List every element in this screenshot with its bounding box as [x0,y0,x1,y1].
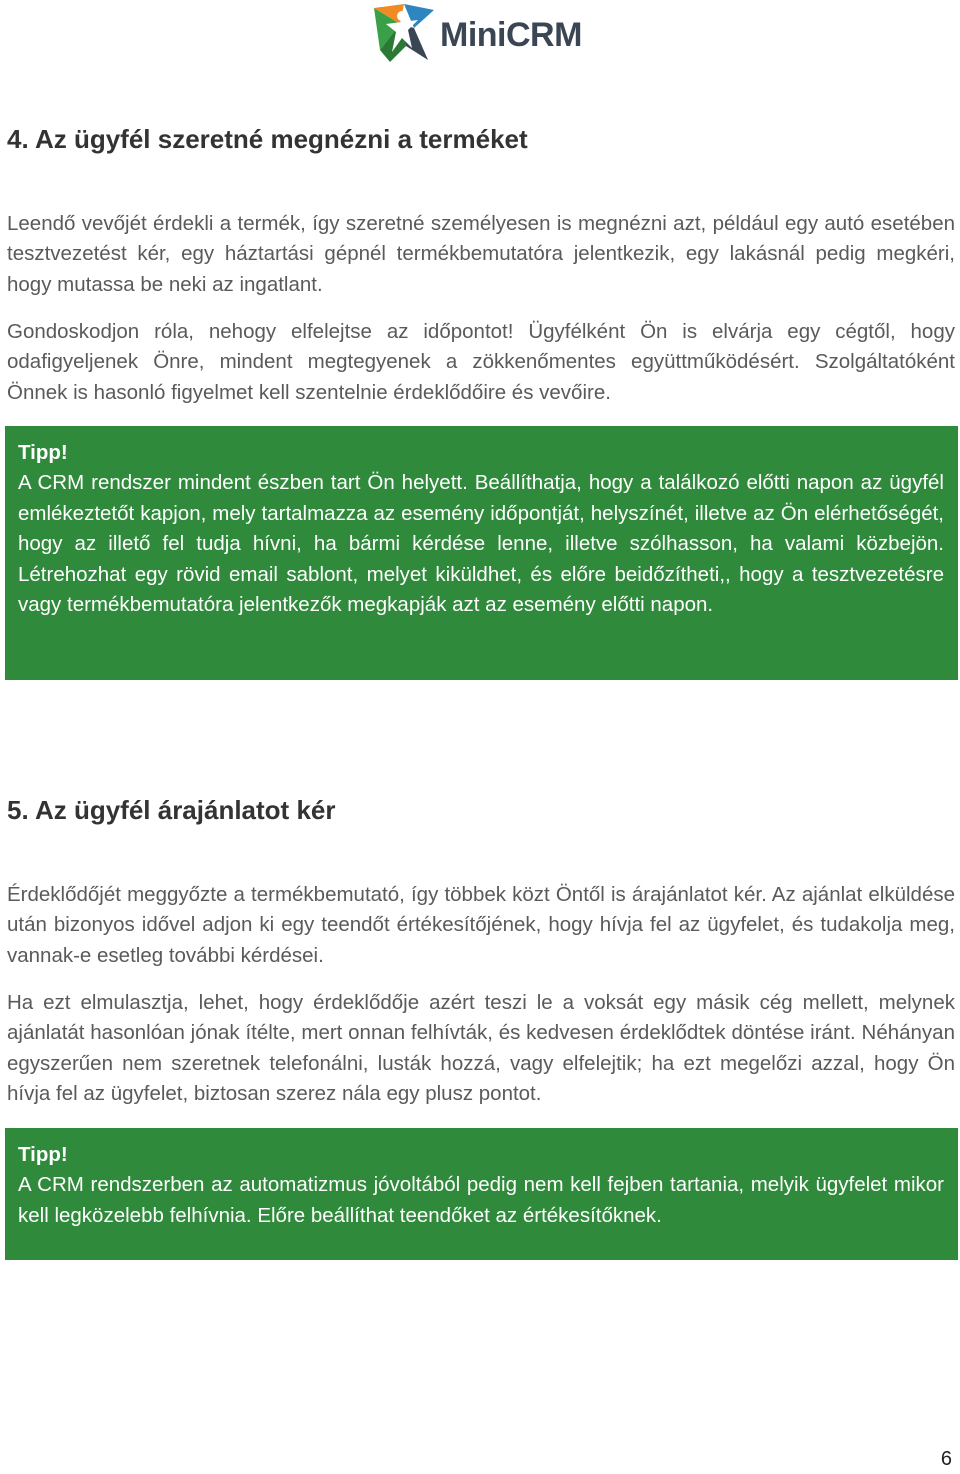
section-5-paragraph-1: Érdeklődőjét meggyőzte a termékbemutató, így többek közt Öntől is árajánlatot kér. Az ajánlat elküldése után bizonyos idővel adjon ki egy teendőt értékesítőjének, hogy hívja fel az ügyfelet, és tudakolja meg, vannak-e esetleg további kérdései. [7,883,955,967]
tip-box-section-4 [5,426,958,680]
page-number: 6 [940,1448,952,1470]
tip-text: A CRM rendszer mindent észben tart Ön helyett. Beállíthatja, hogy a találkozó előtti napon az ügyfél emlékeztetőt kapjon, mely tartalmazza az esemény időpontját, helyszínét, illetve az Ön elérhetőségét, hogy az illető fel tudja hívni, ha bármi kérdése lenne, illetve szólhasson, ha valami közbejön. Létrehozhat egy rövid email sablont, melyet kiküldhet, és előre beidőzítheti,, hogy a tesztvezetésre vagy termékbemutatóra jelentkezők megkapják azt az esemény előtti napon. [18,471,944,617]
tip-title: Tipp! [18,441,68,464]
section-5-heading: 5. Az ügyfél árajánlatot kér [7,795,336,825]
tip-title: Tipp! [18,1143,68,1166]
minicrm-logo-icon [370,2,436,66]
section-4-heading: 4. Az ügyfél szeretné megnézni a terméket [7,124,528,154]
section-4-paragraph-1: Leendő vevőjét érdekli a termék, így szeretné személyesen is megnézni azt, például egy autó esetében tesztvezetést kér, egy háztartási gépnél termékbemutatóra jelentkezik, egy lakásnál pedig megkéri, hogy mutassa be neki az ingatlant. [7,212,955,296]
logo-text: MiniCRM [440,16,582,54]
tip-text: A CRM rendszerben az automatizmus jóvoltából pedig nem kell fejben tartania, melyik ügyfelet mikor kell legközelebb felhívnia. Előre beállíthat teendőket az értékesítőknek. [18,1173,944,1227]
section-4-paragraph-2: Gondoskodjon róla, nehogy elfelejtse az időpontot! Ügyfélként Ön is elvárja egy cégtől, hogy odafigyeljenek Önre, mindent megtegyenek a zökkenőmentes együttműködésért. Szolgáltatóként Önnek is hasonló figyelmet kell szentelnie érdeklődőire és vevőire. [7,320,955,404]
section-5-paragraph-2: Ha ezt elmulasztja, lehet, hogy érdeklődője azért teszi le a voksát egy másik cég mellett, melynek ajánlatát hasonlóan jónak ítélte, mert onnan felhívták, és kedvesen érdeklődtek döntése iránt. Néhányan egyszerűen nem szeretnek telefonálni, lusták hozzá, vagy elfelejtik; ha ezt megelőzi azzal, hogy Ön hívja fel az ügyfelet, biztosan szerez nála egy plusz pontot. [7,991,955,1106]
tip-box-section-5 [5,1128,958,1260]
minicrm-logo [370,2,600,66]
